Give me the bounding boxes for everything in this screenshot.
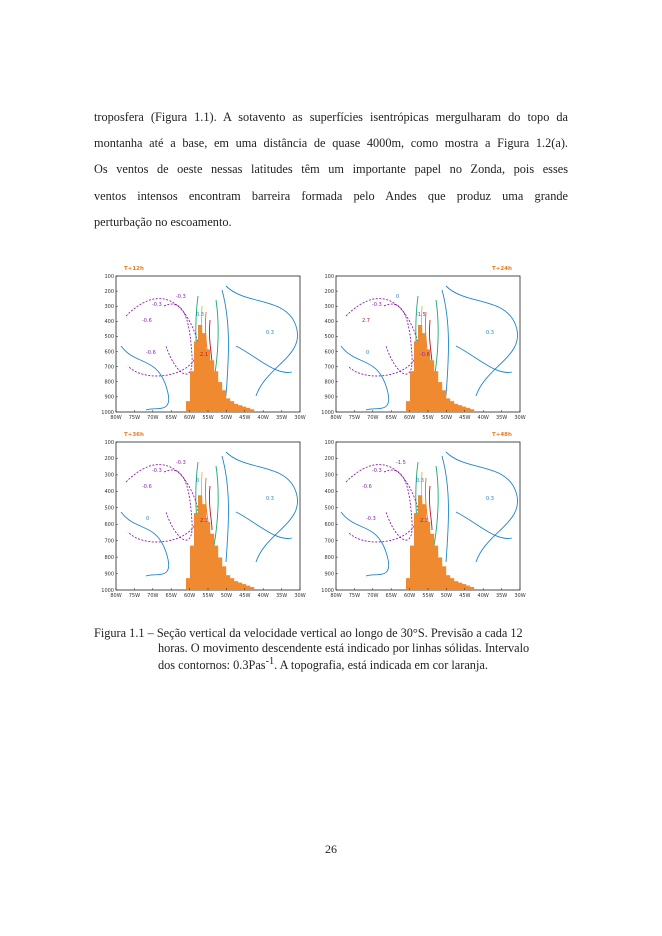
y-tick-label: 700: [104, 538, 114, 545]
contour-label: -0.3: [372, 302, 382, 308]
topography-bar: [194, 513, 198, 590]
contour-label: -1.5: [416, 312, 426, 318]
topography-bar: [438, 557, 442, 590]
x-tick-label: 30W: [294, 415, 306, 421]
body-paragraph: [94, 104, 568, 235]
topography-bar: [450, 401, 454, 412]
x-tick-label: 60W: [403, 593, 416, 599]
y-tick-label: 400: [324, 319, 334, 326]
topography-bar: [470, 409, 474, 412]
contour-label: 0.3: [266, 330, 274, 336]
y-tick-label: 300: [104, 304, 114, 311]
x-tick-label: 80W: [110, 593, 122, 599]
y-tick-label: 800: [324, 379, 334, 386]
topography-bar: [450, 578, 454, 590]
x-tick-label: 45W: [239, 593, 251, 599]
topography-bar: [222, 566, 226, 590]
x-tick-label: 55W: [202, 415, 214, 421]
y-tick-label: 300: [324, 304, 334, 311]
x-tick-label: 35W: [495, 593, 508, 599]
topography-bar: [218, 382, 222, 412]
x-tick-label: 40W: [477, 415, 489, 421]
x-tick-label: 80W: [330, 593, 342, 599]
y-tick-label: 900: [324, 394, 334, 401]
topography-bar: [234, 404, 238, 412]
x-tick-label: 55W: [422, 593, 434, 599]
contour-label: -0.6: [146, 350, 156, 356]
topography-bar: [422, 333, 426, 412]
paragraph-line: troposfera (Figura 1.1). A sotavento as superfícies isentrópicas mergulharam do topo da: [94, 110, 568, 124]
topography-bar: [434, 371, 438, 412]
topography-bar: [222, 390, 226, 412]
x-tick-label: 60W: [403, 415, 416, 421]
topography-bar: [454, 581, 458, 590]
topography-bar: [214, 546, 218, 590]
x-tick-label: 30W: [294, 593, 306, 599]
x-tick-label: 60W: [183, 415, 196, 421]
contour-label: -1.5: [396, 460, 406, 466]
y-tick-label: 500: [104, 334, 114, 341]
topography-bar: [190, 371, 194, 412]
topography-bar: [218, 557, 222, 590]
contour-label: 0: [146, 516, 150, 522]
contour-label: 0: [396, 294, 400, 300]
x-tick-label: 50W: [220, 415, 233, 421]
contour-label: 0.3: [486, 496, 494, 502]
y-tick-label: 600: [104, 349, 114, 356]
x-tick-label: 55W: [422, 415, 434, 421]
contour-label: 0.3: [486, 330, 494, 336]
contour-label: -0.3: [152, 302, 162, 308]
panel-title: T+24h: [492, 266, 512, 272]
x-tick-label: 80W: [110, 415, 122, 421]
contour-label: 2.1: [200, 518, 208, 524]
x-tick-label: 50W: [440, 415, 453, 421]
topography-bar: [462, 407, 466, 412]
topography-bar: [202, 333, 206, 412]
contour-label: -0.6: [420, 352, 430, 358]
topography-bar: [250, 587, 254, 590]
x-tick-label: 40W: [257, 415, 269, 421]
topography-bar: [446, 575, 450, 590]
x-tick-label: 50W: [220, 593, 233, 599]
paragraph-line: ventos intensos encontram barreira formada pelo Andes que produz uma grande: [94, 188, 568, 203]
x-tick-label: 35W: [495, 415, 508, 421]
caption-line: dos contornos: 0.3Pas$^{-1}$. A topografia, está indicada em cor laranja.: [158, 656, 488, 673]
y-tick-label: 1000: [101, 587, 114, 594]
y-tick-label: 500: [104, 505, 114, 512]
topography-bar: [206, 522, 210, 590]
x-tick-label: 75W: [128, 415, 141, 421]
topography-bar: [466, 586, 470, 590]
topography-bar: [230, 578, 234, 590]
y-tick-label: 800: [104, 554, 114, 561]
x-tick-label: 40W: [477, 593, 489, 599]
topography-bar: [430, 534, 434, 590]
caption-line: Figura 1.1 – Seção vertical da velocidade vertical ao longo de 30°S. Previsão a cada 12: [94, 626, 523, 640]
topography-bar: [446, 398, 450, 412]
y-tick-label: 500: [324, 505, 334, 512]
y-tick-label: 400: [324, 489, 334, 496]
topography-bar: [250, 409, 254, 412]
y-tick-label: 900: [324, 571, 334, 578]
topography-bar: [226, 398, 230, 412]
topography-bar: [434, 546, 438, 590]
topography-bar: [242, 407, 246, 412]
topography-bar: [418, 495, 422, 590]
topography-bar: [410, 371, 414, 412]
topography-bar: [226, 575, 230, 590]
contour-label: 0: [366, 350, 370, 356]
topography-bar: [198, 495, 202, 590]
x-tick-label: 45W: [459, 593, 471, 599]
contour-label: 0.3: [196, 312, 204, 318]
topography-bar: [246, 408, 250, 412]
y-tick-label: 200: [104, 456, 114, 463]
y-tick-label: 400: [104, 489, 114, 496]
x-tick-label: 80W: [330, 415, 342, 421]
paragraph-line: perturbação no escoamento.: [94, 214, 232, 229]
contour-label: -0.3: [176, 460, 186, 466]
topography-bar: [458, 583, 462, 590]
figure-panel-t36: [92, 428, 312, 600]
figure-panel-t48: [312, 428, 532, 600]
y-tick-label: 100: [324, 273, 334, 280]
topography-bar: [438, 382, 442, 412]
x-tick-label: 50W: [440, 593, 453, 599]
contour-label: -0.3: [366, 516, 376, 522]
topography-bar: [410, 546, 414, 590]
topography-bar: [414, 341, 418, 412]
caption-line: horas. O movimento descendente está indicado por linhas sólidas. Intervalo: [158, 640, 530, 655]
x-tick-label: 70W: [147, 415, 159, 421]
contour-label: -0.3: [176, 294, 186, 300]
y-tick-label: 200: [104, 288, 114, 295]
y-tick-label: 600: [324, 522, 334, 529]
topography-bar: [242, 584, 246, 590]
panel-title: T+12h: [124, 266, 144, 272]
contour-label: 0: [196, 478, 200, 484]
panel-title: T+36h: [124, 432, 144, 438]
topography-bar: [470, 587, 474, 590]
topography-bar: [210, 360, 214, 412]
topography-bar: [418, 325, 422, 412]
x-tick-label: 70W: [367, 593, 379, 599]
topography-bar: [462, 584, 466, 590]
topography-bar: [230, 401, 234, 412]
y-tick-label: 1000: [101, 409, 114, 416]
topography-bar: [430, 360, 434, 412]
y-tick-label: 200: [324, 456, 334, 463]
x-tick-label: 65W: [385, 593, 397, 599]
topography-bar: [246, 586, 250, 590]
x-tick-label: 65W: [165, 593, 177, 599]
topography-bar: [442, 390, 446, 412]
x-tick-label: 75W: [348, 593, 361, 599]
x-tick-label: 55W: [202, 593, 214, 599]
topography-bar: [442, 566, 446, 590]
contour-label: 2.7: [362, 318, 370, 324]
contour-label: -0.6: [362, 484, 372, 490]
x-tick-label: 60W: [183, 593, 196, 599]
topography-bar: [206, 349, 210, 412]
x-tick-label: 75W: [348, 415, 361, 421]
y-tick-label: 600: [324, 349, 334, 356]
y-tick-label: 300: [104, 472, 114, 479]
paragraph-line: Os ventos de oeste nessas latitudes têm um importante papel no Zonda, pois esses: [94, 162, 568, 177]
y-tick-label: 900: [104, 571, 114, 578]
y-tick-label: 100: [104, 273, 114, 280]
x-tick-label: 45W: [239, 415, 251, 421]
y-tick-label: 1000: [321, 587, 334, 594]
x-tick-label: 35W: [275, 415, 288, 421]
x-tick-label: 30W: [514, 593, 526, 599]
figure-panel-t12: [92, 256, 312, 424]
x-tick-label: 30W: [514, 415, 526, 421]
y-tick-label: 600: [104, 522, 114, 529]
topography-bar: [210, 534, 214, 590]
topography-bar: [458, 405, 462, 412]
topography-bar: [414, 513, 418, 590]
topography-bar: [190, 546, 194, 590]
y-tick-label: 200: [324, 288, 334, 295]
topography-bar: [234, 581, 238, 590]
x-tick-label: 35W: [275, 593, 288, 599]
y-tick-label: 100: [324, 439, 334, 446]
y-tick-label: 300: [324, 472, 334, 479]
x-tick-label: 45W: [459, 415, 471, 421]
contour-label: 2.1: [420, 518, 428, 524]
contour-label: 0.3: [416, 478, 424, 484]
y-tick-label: 100: [104, 439, 114, 446]
panel-title: T+48h: [492, 432, 512, 438]
topography-bar: [426, 522, 430, 590]
x-tick-label: 65W: [385, 415, 397, 421]
contour-label: -0.6: [142, 484, 152, 490]
y-tick-label: 800: [324, 554, 334, 561]
y-tick-label: 700: [324, 364, 334, 371]
x-tick-label: 40W: [257, 593, 269, 599]
topography-bar: [466, 408, 470, 412]
contour-label: -0.6: [142, 318, 152, 324]
contour-label: -0.3: [152, 468, 162, 474]
y-tick-label: 1000: [321, 409, 334, 416]
y-tick-label: 700: [324, 538, 334, 545]
topography-bar: [238, 583, 242, 590]
y-tick-label: 400: [104, 319, 114, 326]
topography-bar: [214, 371, 218, 412]
figure-caption: [94, 626, 570, 673]
y-tick-label: 900: [104, 394, 114, 401]
x-tick-label: 70W: [367, 415, 379, 421]
x-tick-label: 65W: [165, 415, 177, 421]
topography-bar: [198, 325, 202, 412]
contour-label: 2.1: [200, 352, 208, 358]
y-tick-label: 500: [324, 334, 334, 341]
y-tick-label: 800: [104, 379, 114, 386]
contour-label: -0.3: [372, 468, 382, 474]
topography-bar: [426, 349, 430, 412]
topography-bar: [454, 404, 458, 412]
x-tick-label: 70W: [147, 593, 159, 599]
x-tick-label: 75W: [128, 593, 141, 599]
page-number: 26: [325, 842, 337, 856]
contour-label: 0.3: [266, 496, 274, 502]
topography-bar: [194, 341, 198, 412]
topography-bar: [238, 405, 242, 412]
paragraph-line: montanha até a base, em uma distância de quase 4000m, como mostra a Figura 1.2(a).: [94, 136, 568, 151]
figure-panel-t24: [312, 256, 532, 424]
y-tick-label: 700: [104, 364, 114, 371]
